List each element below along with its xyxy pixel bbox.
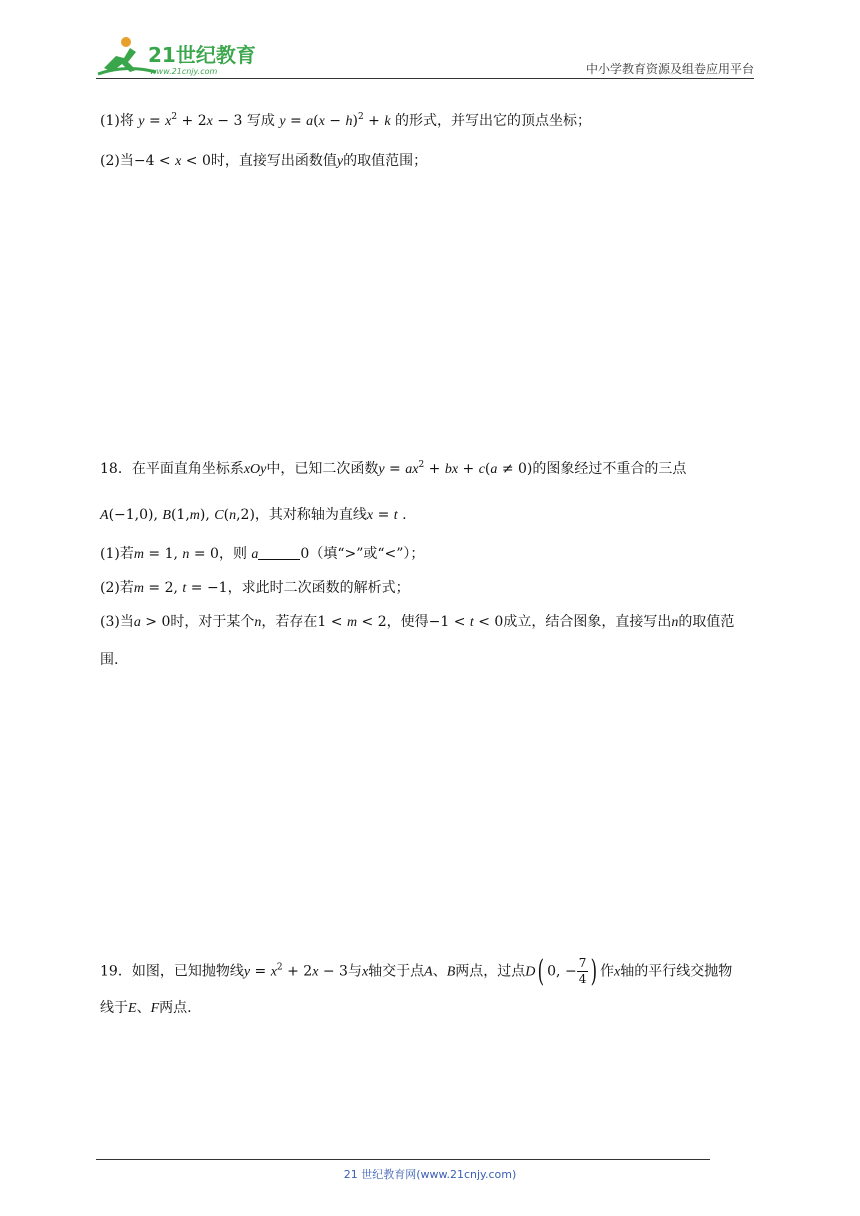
header-divider xyxy=(96,78,754,79)
site-logo xyxy=(96,34,256,78)
q17-part1: (1)将 $y = x^2 + 2x - 3$ 写成 $y = a(x - h)^2 + k$ 的形式，并写出它的顶点坐标； xyxy=(100,112,592,129)
q18-stem-line2: A(−1,0), B(1,m), C(n,2)，其对称轴为直线x = t . xyxy=(100,507,407,523)
answer-blank xyxy=(258,545,300,560)
q18-part3: (3)当a > 0时，对于某个n，若存在1 < m < 2，使得−1 < t < 0成立，结合图象，直接写出n的取值范 xyxy=(100,614,735,630)
logo-text: 21世纪教育 xyxy=(148,43,256,67)
platform-name: 中小学教育资源及组卷应用平台 xyxy=(585,62,754,76)
q18-part3-line2: 围. xyxy=(100,652,119,668)
logo-url: www.21cnjy.com xyxy=(150,67,218,76)
footer-divider xyxy=(96,1159,710,1160)
q19-stem-line2: 线于E、F两点. xyxy=(100,1000,192,1016)
q18-part1: (1)若m = 1, n = 0，则 a 0（填“>”或“<”）； xyxy=(100,546,425,562)
q18-stem: 18．在平面直角坐标系xOy中，已知二次函数$y = ax^2$ + bx + c(a ≠ 0)的图象经过不重合的三点 xyxy=(100,460,687,477)
runner-logo-icon xyxy=(96,34,256,78)
footer-text[interactable]: 21 世纪教育网(www.21cnjy.com) xyxy=(343,1168,517,1181)
q17-part2: (2)当−4 < x < 0时，直接写出函数值y的取值范围； xyxy=(100,153,428,169)
q18-part2: (2)若m = 2, t = −1，求此时二次函数的解析式； xyxy=(100,580,410,596)
q19-stem: 19．如图，已知抛物线$y = x^2 + 2x - 3$与x轴交于点A、B两点，过点D( 0, − $\frac{7}{4}$ ) 作x轴的平行线交抛物 xyxy=(100,953,733,989)
